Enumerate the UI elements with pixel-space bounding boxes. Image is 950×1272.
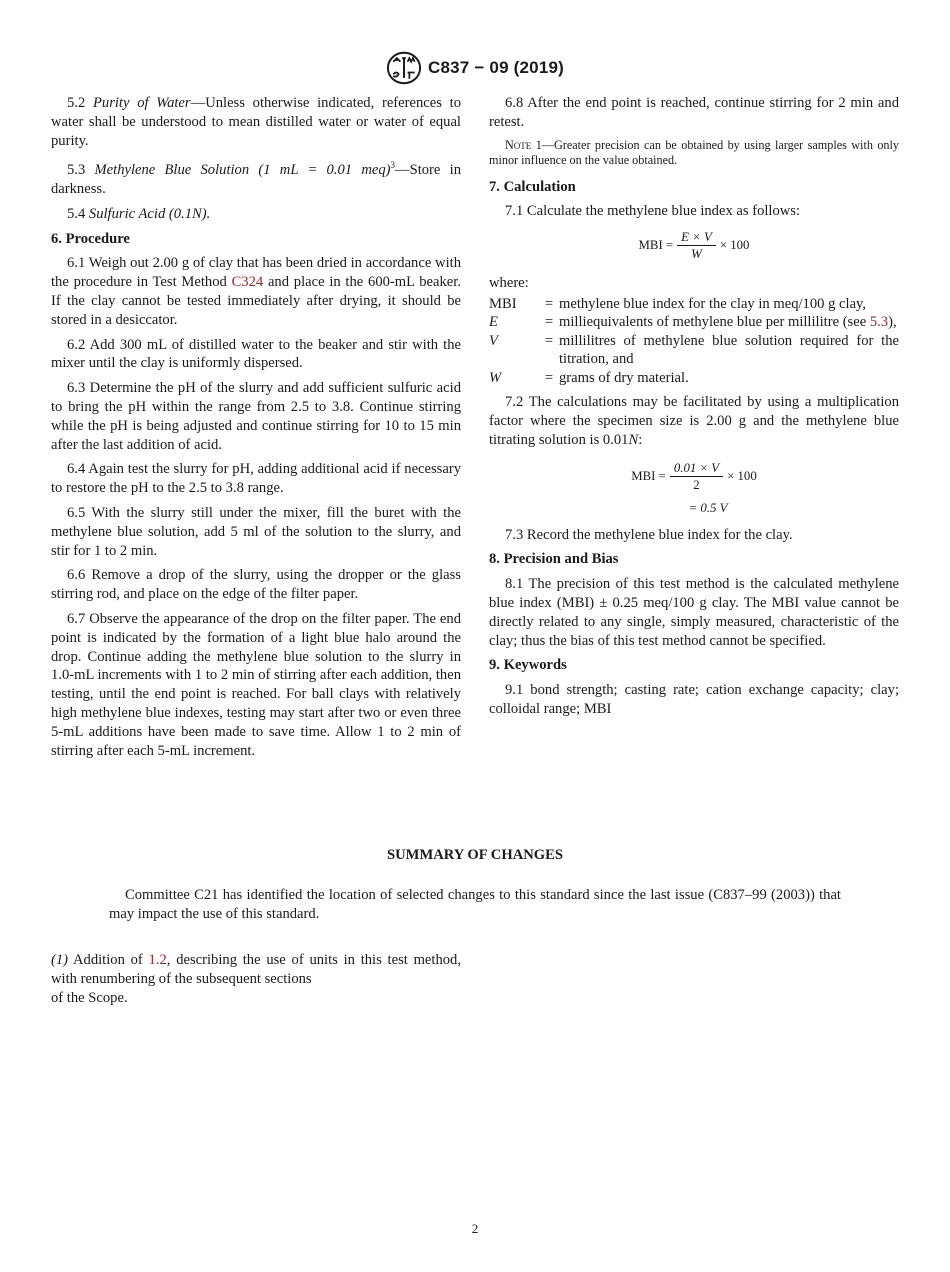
page-number: 2 — [471, 1221, 479, 1236]
equation-multiplier: × 100 — [727, 468, 757, 483]
normality-symbol: N — [628, 432, 639, 449]
section-6-2: 6.2 Add 300 mL of distilled water to the beaker and stir with the mixer until the clay is uniformly dispersed. — [51, 336, 461, 372]
section-text: 7.2 The calculations may be facilitated by using a multiplication factor where the specimen size is 2.00 g and the methylene blue titrating solution is 0.01 — [489, 394, 899, 449]
fraction-numerator: 0.01 × V — [670, 460, 723, 477]
variable-definitions — [489, 295, 899, 388]
left-column — [51, 94, 461, 766]
note-label: Note 1 — [505, 137, 542, 152]
change-item-number: (1) — [51, 952, 69, 968]
fraction — [670, 460, 723, 493]
link-c324[interactable]: C324 — [231, 274, 264, 291]
section-9-1: 9.1 bond strength; casting rate; cation exchange capacity; clay; colloidal range; MBI — [489, 682, 899, 718]
fraction-denominator: 2 — [693, 477, 700, 492]
heading-procedure: 6. Procedure — [51, 230, 130, 247]
heading-precision-bias: 8. Precision and Bias — [489, 551, 619, 568]
def-text: milliequivalents of methylene blue per millilitre (see — [559, 314, 870, 331]
section-6-6: 6.6 Remove a drop of the slurry, using the dropper or the glass stirring rod, and place on the edge of the filter paper. — [51, 567, 461, 603]
section-text: 6.1 Weigh out 2.00 g of clay that has been dried in accordance with the procedure in Test Method — [51, 255, 461, 291]
def-equals: = — [544, 332, 554, 349]
section-5-3 — [51, 156, 461, 198]
equation-mbi-simplified — [489, 460, 899, 518]
summary-intro: Committee C21 has identified the location of selected changes to this standard since the last issue (C837–99 (2003)) that may impact the use of this standard. — [109, 887, 841, 922]
footnote-ref: 3 — [390, 160, 395, 171]
equation-multiplier: × 100 — [719, 238, 750, 253]
section-8-1: 8.1 The precision of this test method is the calculated methylene blue index (MBI) ± 0.25 meq/100 g clay. The MBI value cannot be directly related to any single, simply measured, characteristic of the clay; thus the bias of this test method cannot be specified. — [489, 576, 899, 649]
document-id: C837 − 09 (2019) — [428, 57, 564, 77]
section-body: —Store in darkness. — [51, 162, 461, 198]
section-title: Methylene Blue Solution (1 mL = 0.01 meq) — [94, 162, 391, 179]
link-1-2[interactable]: 1.2 — [148, 952, 167, 968]
section-6-5: 6.5 With the slurry still under the mixer, fill the buret with the methylene blue solution, add 5 ml of the solution to the slurry, and stir for 1 to 2 min. — [51, 505, 461, 559]
change-text: Addition of — [68, 952, 149, 968]
section-text: : — [638, 432, 643, 449]
fraction — [677, 229, 716, 262]
section-body: —Unless otherwise indicated, references to water shall be understood to mean distilled water or water of equal purity. — [51, 95, 461, 149]
section-6-4: 6.4 Again test the slurry for pH, adding additional acid if necessary to restore the pH to the 2.5 to 3.8 range. — [51, 461, 461, 497]
equation-mbi — [489, 229, 899, 262]
astm-logo-icon — [386, 51, 422, 85]
page-header — [0, 52, 950, 84]
section-title: Purity of Water — [92, 95, 191, 111]
section-number: 5.4 — [67, 205, 86, 222]
change-item-continuation: of the Scope. — [51, 989, 128, 1006]
change-item-text — [51, 951, 461, 989]
where-label: where: — [489, 275, 529, 292]
equation-lhs: MBI = — [638, 238, 674, 253]
section-5-4 — [51, 205, 461, 224]
section-title: Sulfuric Acid (0.1N). — [88, 205, 211, 222]
equation-lhs: MBI = — [631, 468, 666, 483]
change-item-1 — [51, 951, 461, 1007]
section-6-7: 6.7 Observe the appearance of the drop on the filter paper. The end point is indicated by the formation of a light blue halo around the drop. Continue adding the methylene blue solution to the slurry in 1.0-mL increments with 1 to 2 min of stirring after each addition, then testing, until the end point is reached. For ball clays with relatively high methylene blue indexes, testing may start after two or even three 5-mL additions have been made to save time. Allow 1 to 2 min of stirring after each 5-mL increment. — [51, 610, 461, 759]
def-description: millilitres of methylene blue solution required for the titration, and — [559, 332, 899, 368]
def-description — [559, 313, 899, 332]
note-1 — [489, 138, 899, 169]
section-number: 5.2 — [67, 95, 86, 111]
right-column — [489, 94, 899, 725]
def-description: grams of dry material. — [559, 369, 689, 386]
summary-title: SUMMARY OF CHANGES — [387, 847, 563, 863]
link-5-3[interactable]: 5.3 — [869, 314, 889, 331]
section-text: and place in the 600-mL beaker. If the clay cannot be tested immediately after drying, it should be stored in a desiccator. — [51, 274, 461, 328]
section-6-1 — [51, 254, 461, 329]
def-description: methylene blue index for the clay in meq/100 g clay, — [559, 295, 867, 312]
change-text: , describing the use of units in this test method, with renumbering of the subsequent sections — [51, 952, 461, 987]
def-symbol: V — [489, 332, 498, 349]
section-number: 5.3 — [67, 162, 86, 179]
def-text: ), — [888, 314, 897, 331]
def-equals: = — [544, 369, 554, 386]
def-symbol: E — [489, 314, 498, 331]
def-symbol: MBI — [489, 295, 517, 312]
section-7-2 — [489, 393, 899, 449]
def-equals: = — [544, 314, 554, 331]
def-equals: = — [544, 295, 554, 312]
note-body: —Greater precision can be obtained by using larger samples with only minor influence on the value obtained. — [489, 137, 899, 168]
section-6-3: 6.3 Determine the pH of the slurry and add sufficient sulfuric acid to bring the pH within the range from 2.5 to 3.8. Continue stirring while the pH is being adjusted and continue stirring for 10 to 15 min after the last addition of acid. — [51, 380, 461, 453]
heading-calculation: 7. Calculation — [489, 178, 576, 195]
fraction-numerator: E × V — [677, 229, 716, 246]
section-7-3: 7.3 Record the methylene blue index for the clay. — [505, 526, 793, 543]
section-6-8: 6.8 After the end point is reached, continue stirring for 2 min and retest. — [489, 95, 899, 130]
fraction-denominator: W — [691, 247, 702, 262]
section-5-2 — [51, 94, 461, 150]
heading-keywords: 9. Keywords — [489, 657, 567, 674]
def-symbol: W — [489, 369, 502, 386]
section-7-1: 7.1 Calculate the methylene blue index as follows: — [505, 203, 801, 220]
equation-result: = 0.5 V — [688, 500, 728, 515]
